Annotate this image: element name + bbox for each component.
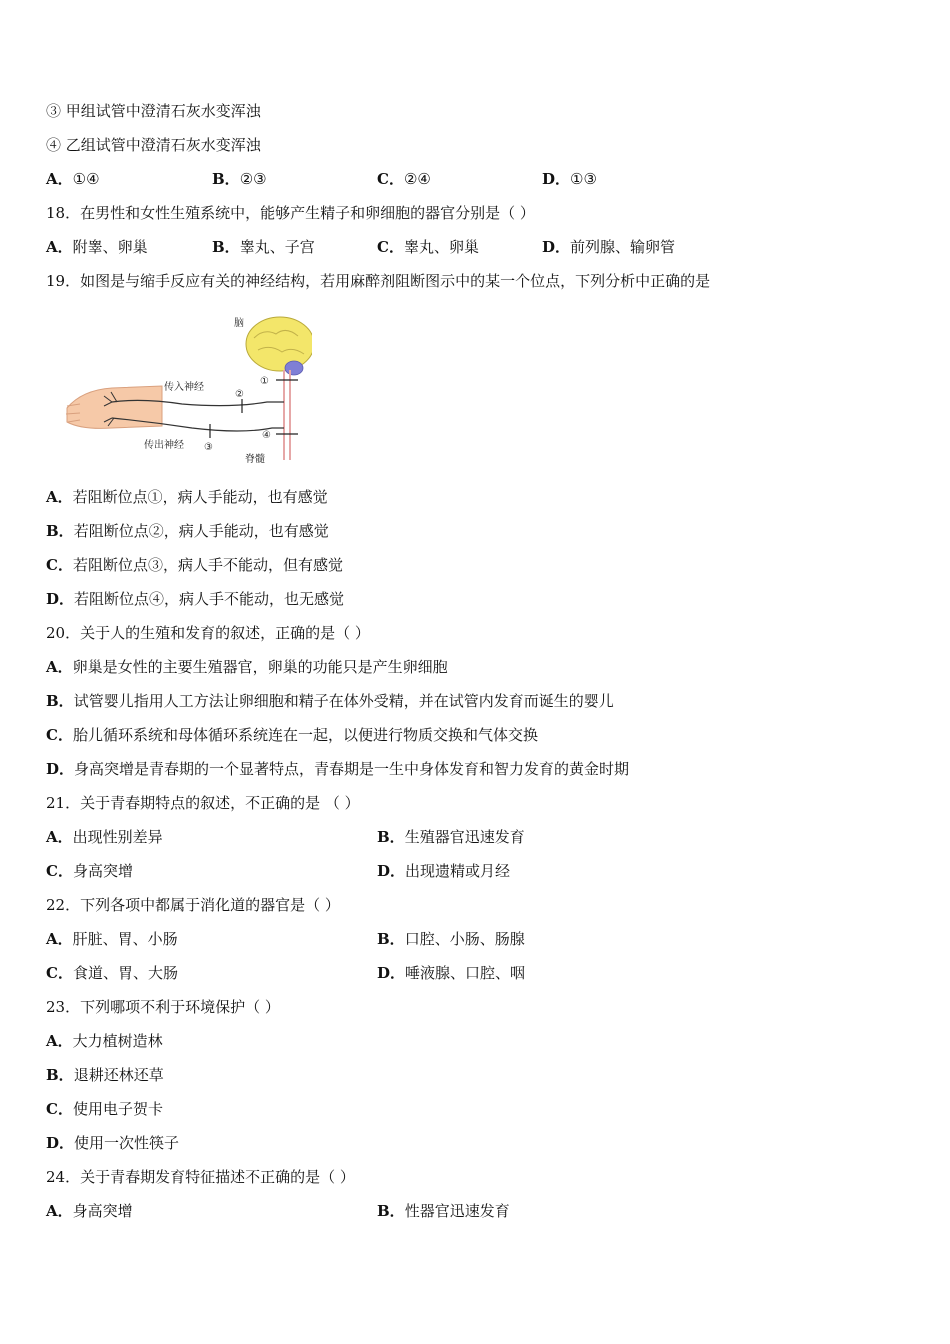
q23-option-d: D．使用一次性筷子 [46,1134,180,1152]
q23-option-b: B．退耕还林还草 [46,1066,164,1084]
q19-stem: 19．如图是与缩手反应有关的神经结构，若用麻醉剂阻断图示中的某一个位点，下列分析中正确的是 [46,272,711,290]
label-point-2: ② [235,389,244,400]
q21-option-d: D．出现遗精或月经 [377,862,511,880]
label-afferent: 传入神经 [164,382,204,393]
label-point-4: ④ [262,430,271,441]
label-point-3: ③ [204,442,213,453]
q17-option-a: A．①④ [46,170,100,188]
q24-option-a: A．身高突增 [46,1202,133,1220]
q23-option-c: C．使用电子贺卡 [46,1100,163,1118]
label-brain: 脑 [234,318,244,329]
q17-option-c: C．②④ [377,170,431,188]
q20-option-c: C．胎儿循环系统和母体循环系统连在一起，以便进行物质交换和气体交换 [46,726,538,744]
q20-option-d: D．身高突增是青春期的一个显著特点，青春期是一生中身体发育和智力发育的黄金时期 [46,760,630,778]
q18-option-c: C．睾丸、卵巢 [377,238,479,256]
q22-stem: 22．下列各项中都属于消化道的器官是（ ） [46,896,340,914]
q17-option-b: B．②③ [212,170,267,188]
q22-option-a: A．肝脏、胃、小肠 [46,930,178,948]
label-point-1: ① [260,376,269,387]
q17-option-d: D．①③ [542,170,597,188]
q23-option-a: A．大力植树造林 [46,1032,163,1050]
q19-option-b: B．若阻断位点②，病人手能动，也有感觉 [46,522,329,540]
reflex-arc-figure [62,310,312,468]
q22-option-b: B．口腔、小肠、肠腺 [377,930,525,948]
cerebellum-shape [285,361,303,375]
q18-option-a: A．附睾、卵巢 [46,238,148,256]
q21-option-b: B．生殖器官迅速发育 [377,828,525,846]
spinal-cord-shape [284,370,290,460]
brain-shape [246,317,312,371]
statement-4: ④ 乙组试管中澄清石灰水变浑浊 [46,136,261,154]
label-efferent: 传出神经 [144,440,184,451]
q19-option-c: C．若阻断位点③，病人手不能动，但有感觉 [46,556,343,574]
q20-option-b: B．试管婴儿指用人工方法让卵细胞和精子在体外受精，并在试管内发育而诞生的婴儿 [46,692,614,710]
q19-option-a: A．若阻断位点①，病人手能动，也有感觉 [46,488,328,506]
q23-stem: 23．下列哪项不利于环境保护（ ） [46,998,280,1016]
label-spinal: 脊髓 [245,454,265,465]
statement-3: ③ 甲组试管中澄清石灰水变浑浊 [46,102,261,120]
q18-option-b: B．睾丸、子宫 [212,238,315,256]
q24-stem: 24．关于青春期发育特征描述不正确的是（ ） [46,1168,355,1186]
q24-option-b: B．性器官迅速发育 [377,1202,510,1220]
q20-option-a: A．卵巢是女性的主要生殖器官，卵巢的功能只是产生卵细胞 [46,658,448,676]
q21-option-a: A．出现性别差异 [46,828,163,846]
q21-option-c: C．身高突增 [46,862,133,880]
q18-option-d: D．前列腺、输卵管 [542,238,676,256]
q22-option-c: C．食道、胃、大肠 [46,964,178,982]
q19-option-d: D．若阻断位点④，病人手不能动，也无感觉 [46,590,345,608]
q18-stem: 18．在男性和女性生殖系统中，能够产生精子和卵细胞的器官分别是（ ） [46,204,535,222]
q20-stem: 20．关于人的生殖和发育的叙述，正确的是（ ） [46,624,370,642]
q22-option-d: D．唾液腺、口腔、咽 [377,964,526,982]
q21-stem: 21．关于青春期特点的叙述，不正确的是 （ ） [46,794,360,812]
